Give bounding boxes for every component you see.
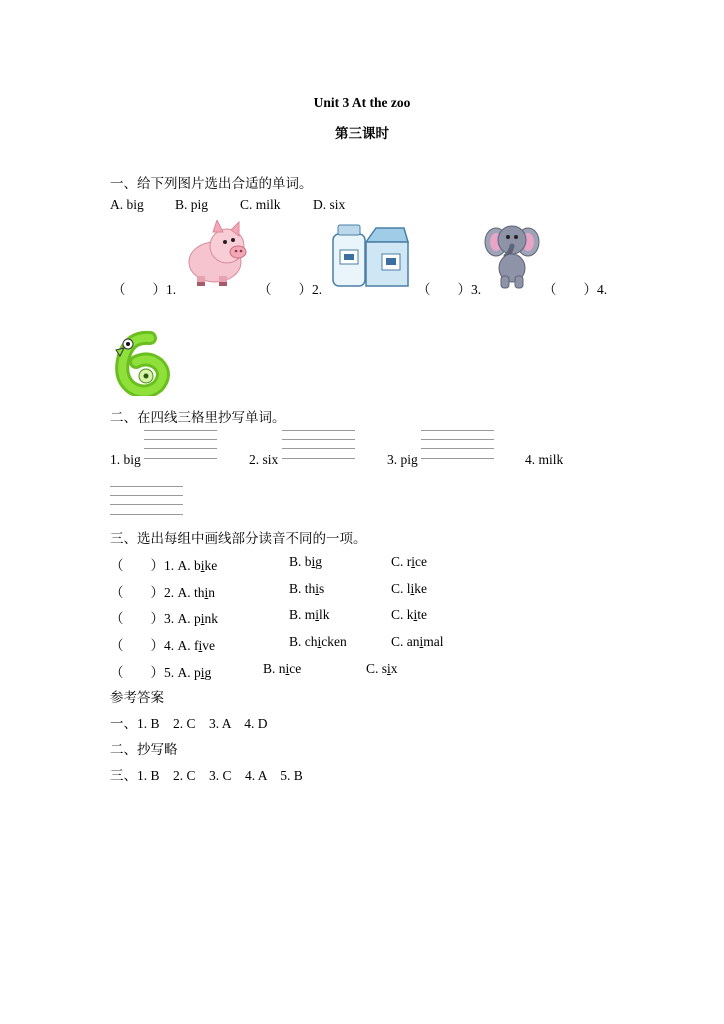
option-text: B. b [289,554,312,569]
option-text: （ ）5. A. p [110,665,201,680]
underlined-letter: i [315,581,320,596]
option-text: （ ）3. A. p [110,611,201,626]
option-text: cken [321,634,347,649]
option-text: ce [289,661,302,676]
option-text: C. l [391,581,411,596]
underlined-letter: i [317,634,322,649]
question-3-option-c [391,607,427,623]
lesson-subtitle: 第三课时 [335,126,389,141]
option-text: ce [415,554,427,569]
option-text: te [417,607,428,622]
option-text: ve [202,638,216,653]
writing-lines-3 [421,430,494,460]
word-4: 4. milk [525,452,564,467]
answers-line3: 三、1. B 2. C 3. C 4. A 5. B [110,768,303,783]
question-5-option-a [110,661,211,681]
underlined-letter: i [413,607,418,622]
underlined-letter: i [198,638,203,653]
option-b: B. pig [175,197,209,212]
question-4-option-a [110,634,215,654]
underlined-letter: i [200,665,205,680]
writing-lines-4 [110,486,183,516]
option-a: A. big [110,197,144,212]
question-1-option-a [110,554,217,574]
answers-line2: 二、抄写略 [110,742,178,757]
page-title: Unit 3 At the zoo [313,95,411,110]
elephant-icon [484,220,540,290]
option-text: nk [204,611,219,626]
option-text: （ ）4. A. f [110,638,199,653]
option-text: B. m [289,607,316,622]
writing-lines-1 [144,430,217,460]
option-text: B. n [263,661,286,676]
word-3: 3. pig [387,452,418,467]
underlined-letter: i [204,585,209,600]
option-text: n [208,585,216,600]
option-text: B. ch [289,634,318,649]
option-text: x [390,661,398,676]
milk-icon [330,222,410,288]
word-1: 1. big [110,452,141,467]
question-4-option-b [289,634,347,650]
option-text: C. k [391,607,414,622]
question-2-option-a [110,581,215,601]
option-text: C. s [366,661,388,676]
answers-heading: 参考答案 [110,690,164,705]
underlined-letter: i [410,581,415,596]
item2-label: （ ）2. [258,282,323,297]
question-3-option-b [289,607,330,623]
option-d: D. six [313,197,346,212]
underlined-letter: i [200,611,205,626]
option-text: C. an [391,634,420,649]
underlined-letter: i [285,661,290,676]
question-5-option-c [366,661,398,677]
option-text: s [319,581,325,596]
underlined-letter: i [311,554,316,569]
option-text: ke [204,558,218,573]
question-2-option-c [391,581,427,597]
option-text: lk [319,607,330,622]
underlined-letter: i [419,634,424,649]
underlined-letter: i [200,558,205,573]
option-text: B. th [289,581,316,596]
option-text: ke [414,581,428,596]
option-text: （ ）2. A. th [110,585,205,600]
pig-icon [183,220,253,288]
word-2: 2. six [249,452,279,467]
underlined-letter: i [315,607,320,622]
option-text: （ ）1. A. b [110,558,201,573]
underlined-letter: i [387,661,391,676]
item1-label: （ ）1. [112,282,177,297]
option-text: g [204,665,212,680]
question-4-option-c [391,634,444,650]
section3-heading: 三、选出每组中画线部分读音不同的一项。 [110,531,367,546]
question-1-option-b [289,554,322,570]
option-text: g [315,554,323,569]
answers-line1: 一、1. B 2. C 3. A 4. D [110,716,268,731]
section2-heading: 二、在四线三格里抄写单词。 [110,410,286,425]
option-text: C. r [391,554,412,569]
option-c: C. milk [240,197,281,212]
six-icon [110,330,174,396]
question-2-option-b [289,581,324,597]
underlined-letter: i [411,554,416,569]
item4-label: （ ）4. [543,282,608,297]
writing-lines-2 [282,430,355,460]
question-5-option-b [263,661,301,677]
question-3-option-a [110,607,218,627]
question-1-option-c [391,554,427,570]
option-text: mal [423,634,444,649]
item3-label: （ ）3. [417,282,482,297]
section1-heading: 一、给下列图片选出合适的单词。 [110,176,313,191]
